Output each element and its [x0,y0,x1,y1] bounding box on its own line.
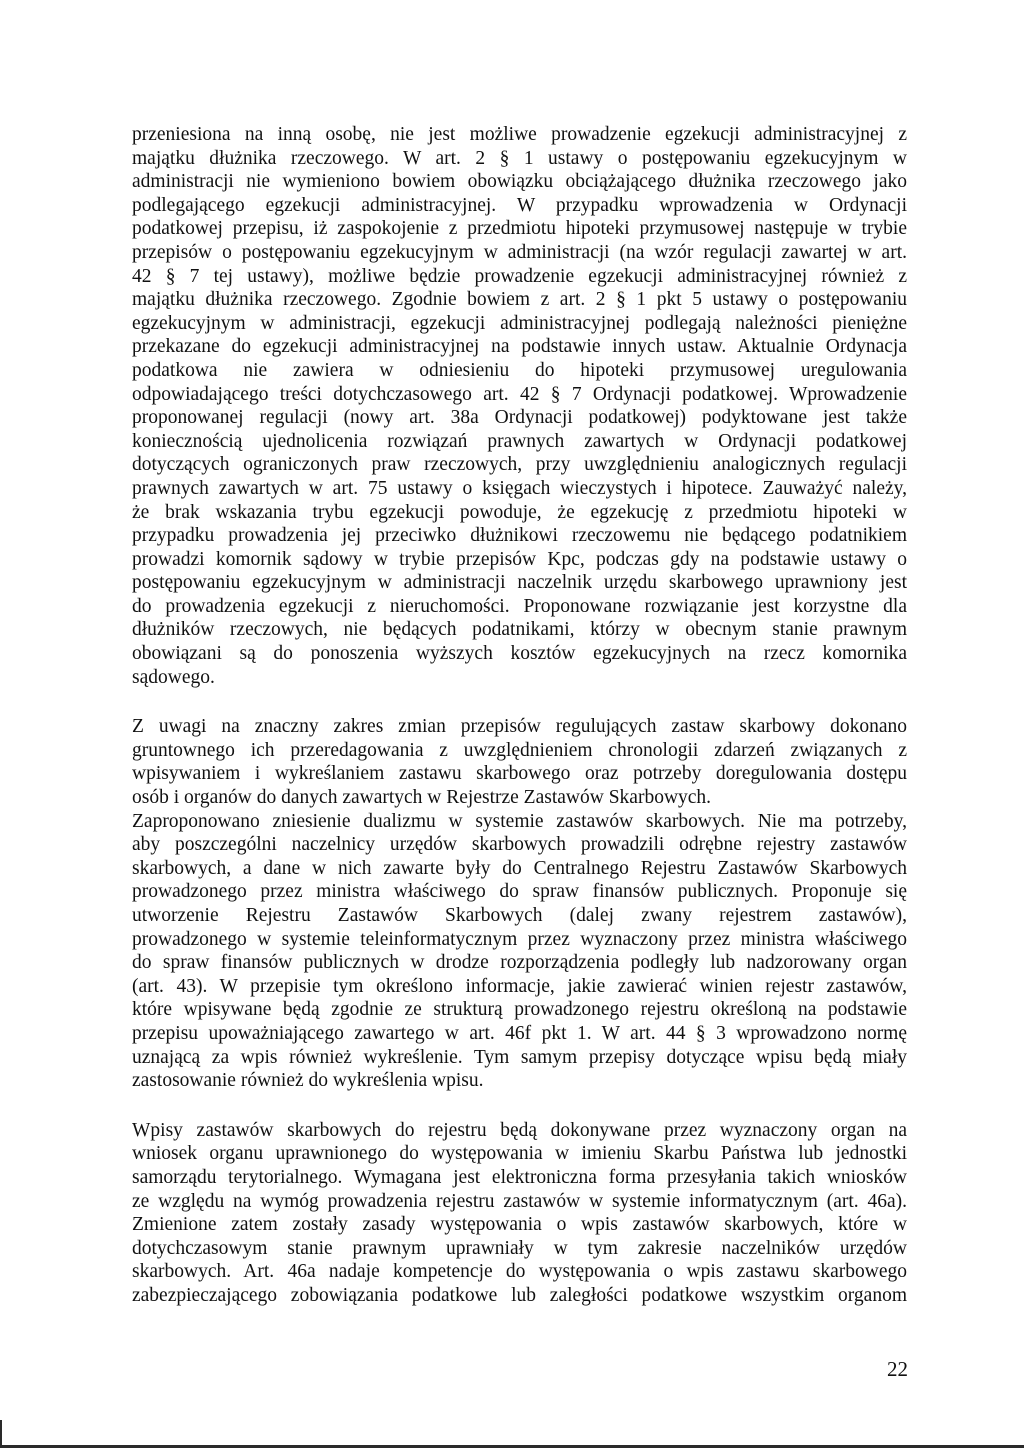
paragraph-spacer [132,1093,907,1119]
text-line: uznającą za wpis również wykreślenie. Tym samym przepisy dotyczące wpisu będą miały [132,1046,907,1068]
scan-edge-left [0,1420,2,1448]
text-line: prawnych zawartych w art. 75 ustawy o księgach wieczystych i hipotece. Zauważyć należy, [132,477,907,499]
text-line: postępowaniu egzekucyjnym w administracji naczelnik urzędu skarbowego uprawniony jest [132,572,907,594]
text-line: obowiązani są do ponoszenia wyższych kosztów egzekucyjnych na rzecz komornika [132,643,907,665]
text-line: gruntownego ich przeredagowania z uwzględnieniem chronologii zdarzeń związanych z [132,739,907,761]
page-number: 22 [887,1357,908,1381]
text-line: zastosowanie również do wykreślenia wpisu. [132,1070,484,1092]
text-line: Z uwagi na znaczny zakres zmian przepisów regulujących zastaw skarbowy dokonano [132,716,907,738]
text-line: które wpisywane będą zgodnie ze strukturą prowadzonego rejestru określoną na podstawie [132,999,907,1021]
text-line: aby poszczególni naczelnicy urzędów skarbowych prowadzili odrębne rejestry zastawów [132,834,907,856]
text-line: prowadzonego w systemie teleinformatycznym przez wyznaczony przez ministra właściwego [132,928,907,950]
text-line: dłużników rzeczowych, nie będących podatnikami, którzy w obecnym stanie prawnym [132,619,907,641]
text-line: 42 § 7 tej ustawy), możliwe będzie prowadzenie egzekucji administracyjnej również z [132,265,907,287]
text-line: Zmienione zatem zostały zasady występowania o wpis zastawów skarbowych, które w [132,1214,907,1236]
paragraph-przeredagowanie [132,715,907,809]
text-line: osób i organów do danych zawartych w Rejestrze Zastawów Skarbowych. [132,787,712,809]
text-line: sądowego. [132,666,215,688]
text-line: przeniesiona na inną osobę, nie jest możliwe prowadzenie egzekucji administracyjnej z [132,124,907,145]
text-line: do spraw finansów publicznych w drodze rozporządzenia podległy lub nadzorowany organ [132,952,907,974]
text-line: (art. 43). W przepisie tym określono informacje, jakie zawierać winien rejestr zastawów, [132,975,907,997]
text-line: utworzenie Rejestru Zastawów Skarbowych (dalej zwany rejestrem zastawów), [132,905,907,926]
text-line: koniecznością ujednolicenia rozwiązań prawnych zawartych w Ordynacji podatkowej [132,430,907,452]
body-text [132,123,907,1308]
text-line: podatkowej przepisu, iż zaspokojenie z przedmiotu hipoteki przymusowej następuje w trybie [132,218,907,240]
text-line: Wpisy zastawów skarbowych do rejestru będą dokonywane przez wyznaczony organ na [132,1119,907,1141]
text-line: Zaproponowano zniesienie dualizmu w systemie zastawów skarbowych. Nie ma potrzeby, [132,810,907,832]
text-line: egzekucyjnym w administracji, egzekucji administracyjnej podlegają należności pieniężne [132,312,907,334]
text-line: ze względu na wymóg prowadzenia rejestru zastawów w systemie informatycznym (art. 46a). [132,1190,907,1212]
text-line: do prowadzenia egzekucji z nieruchomości. Proponowane rozwiązanie jest korzystne dla [132,595,907,617]
text-line: przepisów o postępowaniu egzekucyjnym w administracji (na wzór regulacji zawartej w art. [132,241,907,263]
text-line: wniosek organu uprawnionego do występowania w imieniu Skarbu Państwa lub jednostki [132,1143,907,1165]
text-line: przepisu upoważniającego zawartego w art. 46f pkt 1. W art. 44 § 3 wprowadzono normę [132,1022,907,1044]
paragraph-wpisy [132,1119,907,1308]
text-line: podatkowa nie zawiera w odniesieniu do hipoteki przymusowej uregulowania [132,359,907,381]
paragraph-spacer [132,689,907,715]
paragraph-dualizm [132,810,907,1093]
text-line: administracji nie wymieniono bowiem obowiązku obciążającego dłużnika rzeczowego jako [132,171,907,193]
paragraph-hipoteka [132,123,907,689]
text-line: dotychczasowym stanie prawnym uprawniały w tym zakresie naczelników urzędów [132,1237,907,1259]
text-line: majątku dłużnika rzeczowego. Zgodnie bowiem z art. 2 § 1 pkt 5 ustawy o postępowaniu [132,289,907,311]
text-line: dotyczących ograniczonych praw rzeczowych, przy uwzględnieniu analogicznych regulacji [132,454,907,476]
text-line: proponowanej regulacji (nowy art. 38a Ordynacji podatkowej) podyktowane jest także [132,407,907,429]
text-line: samorządu terytorialnego. Wymagana jest elektroniczna forma przesyłania takich wniosków [132,1166,907,1188]
text-line: majątku dłużnika rzeczowego. W art. 2 § 1 ustawy o postępowaniu egzekucyjnym w [132,147,907,169]
text-line: prowadzonego przez ministra właściwego do spraw finansów publicznych. Proponuje się [132,881,907,903]
text-line: przekazane do egzekucji administracyjnej na podstawie innych ustaw. Aktualnie Ordynacja [132,336,907,358]
text-line: podlegającego egzekucji administracyjnej. W przypadku wprowadzenia w Ordynacji [132,194,907,216]
text-line: prowadzi komornik sądowy w trybie przepisów Kpc, podczas gdy na podstawie ustawy o [132,548,907,570]
text-line: że brak wskazania trybu egzekucji powoduje, że egzekucję z przedmiotu hipoteki w [132,501,907,523]
text-line: skarbowych, a dane w nich zawarte były do Centralnego Rejestru Zastawów Skarbowych [132,857,907,879]
text-line: skarbowych. Art. 46a nadaje kompetencje do występowania o wpis zastawu skarbowego [132,1261,907,1283]
text-line: odpowiadającego treści dotychczasowego art. 42 § 7 Ordynacji podatkowej. Wprowadzenie [132,383,907,405]
text-line: zabezpieczającego zobowiązania podatkowe lub zaległości podatkowe wszystkim organom [132,1284,907,1306]
text-line: przypadku prowadzenia jej przeciwko dłużnikowi rzeczowemu nie będącego podatnikiem [132,525,907,547]
text-line: wpisywaniem i wykreślaniem zastawu skarbowego oraz potrzeby doregulowania dostępu [132,763,907,785]
